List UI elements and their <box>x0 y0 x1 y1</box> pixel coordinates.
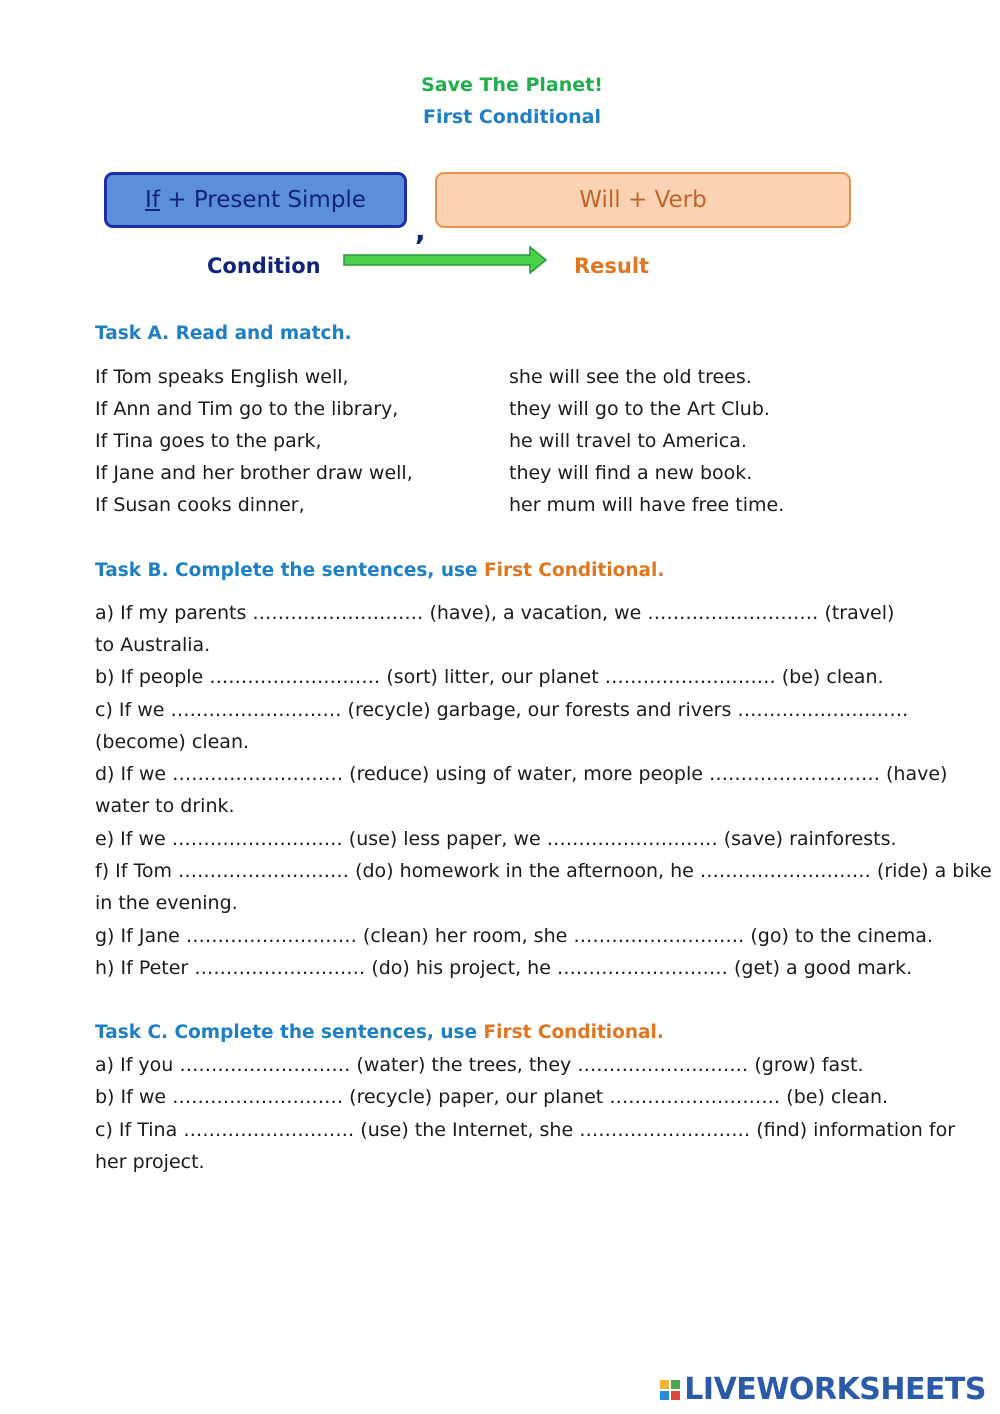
task-a-left-item: If Ann and Tim go to the library, <box>95 398 399 420</box>
task-b-line: e) If we ……………………… (use) less paper, we ……………………… (save) rainforests. <box>95 828 897 850</box>
if-present-simple-box <box>104 172 407 228</box>
task-b-line: c) If we ……………………… (recycle) garbage, our forests and rivers ……………………… <box>95 699 909 721</box>
arrow-right-icon <box>342 245 548 275</box>
task-b-heading-text: Task B. Complete the sentences, use <box>95 560 485 581</box>
task-a-left-item: If Susan cooks dinner, <box>95 494 305 516</box>
task-c-line: a) If you ……………………… (water) the trees, they ……………………… (grow) fast. <box>95 1054 864 1076</box>
task-c-line: b) If we ……………………… (recycle) paper, our planet ……………………… (be) clean. <box>95 1086 889 1108</box>
task-b-line: g) If Jane ……………………… (clean) her room, she ……………………… (go) to the cinema. <box>95 925 933 947</box>
liveworksheets-logo <box>660 1372 986 1407</box>
task-b-heading-highlight: First Conditional. <box>484 560 665 581</box>
liveworksheets-brand-text: LIVEWORKSHEETS <box>684 1372 986 1407</box>
task-a-right-item: they will find a new book. <box>509 462 753 484</box>
present-simple-text: + Present Simple <box>159 187 366 213</box>
task-b-line: b) If people ……………………… (sort) litter, our planet ……………………… (be) clean. <box>95 666 884 688</box>
condition-label: Condition <box>207 254 321 278</box>
task-b-line: a) If my parents ……………………… (have), a vacation, we ……………………… (travel) <box>95 602 895 624</box>
task-c-line: her project. <box>95 1151 205 1173</box>
page-title: Save The Planet! <box>421 74 603 96</box>
if-word: If <box>145 187 160 213</box>
liveworksheets-logo-icon <box>660 1380 680 1400</box>
task-a-left-item: If Tom speaks English well, <box>95 366 349 388</box>
task-a-right-item: her mum will have free time. <box>509 494 785 516</box>
task-c-heading-highlight: First Conditional. <box>483 1022 664 1043</box>
task-b-line: in the evening. <box>95 892 238 914</box>
task-c-heading <box>95 1022 664 1043</box>
task-a-right-item: they will go to the Art Club. <box>509 398 770 420</box>
task-a-left-item: If Tina goes to the park, <box>95 430 322 452</box>
comma-mark: , <box>415 214 426 247</box>
page-subtitle: First Conditional <box>422 106 601 128</box>
task-c-line: c) If Tina ……………………… (use) the Internet, she ……………………… (find) information for <box>95 1119 956 1141</box>
will-verb-box: Will + Verb <box>435 172 851 228</box>
task-b-line: to Australia. <box>95 634 211 656</box>
task-b-line: (become) clean. <box>95 731 250 753</box>
task-b-line: h) If Peter ……………………… (do) his project, he ……………………… (get) a good mark. <box>95 957 913 979</box>
task-c-heading-text: Task C. Complete the sentences, use <box>95 1022 484 1043</box>
result-label: Result <box>574 254 650 278</box>
task-a-right-item: she will see the old trees. <box>509 366 752 388</box>
task-b-line: d) If we ……………………… (reduce) using of water, more people ……………………… (have) <box>95 763 948 785</box>
task-b-heading <box>95 560 664 581</box>
task-a-left-item: If Jane and her brother draw well, <box>95 462 413 484</box>
task-a-heading: Task A. Read and match. <box>95 323 352 344</box>
task-b-line: f) If Tom ……………………… (do) homework in the afternoon, he ……………………… (ride) a bike <box>95 860 992 882</box>
task-a-right-item: he will travel to America. <box>509 430 747 452</box>
task-b-line: water to drink. <box>95 795 235 817</box>
